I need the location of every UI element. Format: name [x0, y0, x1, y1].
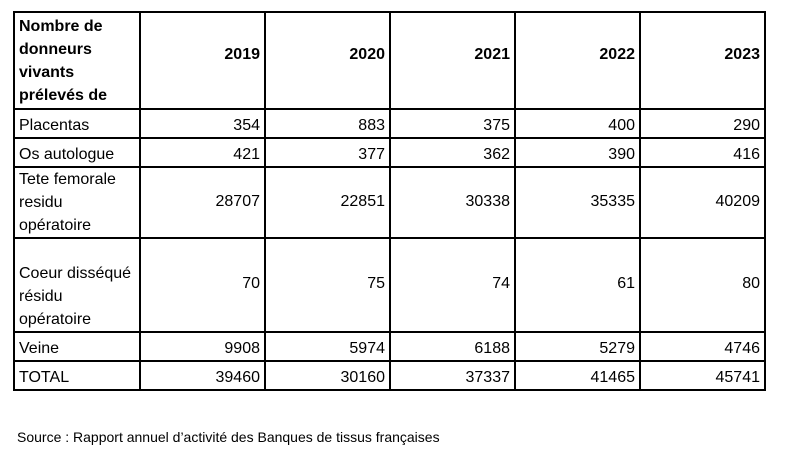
table-cell: 39460	[140, 361, 265, 390]
year-header: 2022	[515, 12, 640, 109]
table-row	[14, 109, 765, 138]
table-cell: 416	[640, 138, 765, 167]
table-cell: 6188	[390, 332, 515, 361]
table-row	[14, 138, 765, 167]
table-cell: 5279	[515, 332, 640, 361]
table-cell: 390	[515, 138, 640, 167]
table-cell: 80	[640, 238, 765, 332]
table-cell: 30338	[390, 167, 515, 238]
table-row	[14, 167, 765, 238]
table-cell: 74	[390, 238, 515, 332]
donor-table	[13, 11, 766, 391]
table-row	[14, 238, 765, 332]
table-cell: 28707	[140, 167, 265, 238]
table-cell: 37337	[390, 361, 515, 390]
table-cell: 375	[390, 109, 515, 138]
corner-header: Nombre de donneurs vivants prélevés de	[14, 12, 140, 109]
year-header: 2020	[265, 12, 390, 109]
row-label: Placentas	[14, 109, 140, 138]
table-cell: 9908	[140, 332, 265, 361]
year-header: 2019	[140, 12, 265, 109]
table-row	[14, 332, 765, 361]
year-header: 2021	[390, 12, 515, 109]
table-cell: 70	[140, 238, 265, 332]
row-label: Os autologue	[14, 138, 140, 167]
table-cell: 354	[140, 109, 265, 138]
table-cell: 377	[265, 138, 390, 167]
table-cell: 22851	[265, 167, 390, 238]
table-cell: 883	[265, 109, 390, 138]
table-cell: 290	[640, 109, 765, 138]
row-label: Coeur disséqué résidu opératoire	[14, 238, 140, 332]
row-label: Tete femorale residu opératoire	[14, 167, 140, 238]
table-cell: 45741	[640, 361, 765, 390]
table-cell: 35335	[515, 167, 640, 238]
source-note: Source : Rapport annuel d’activité des Banques de tissus françaises	[17, 429, 440, 445]
table-cell: 75	[265, 238, 390, 332]
row-label: TOTAL	[14, 361, 140, 390]
table-cell: 400	[515, 109, 640, 138]
table-cell: 421	[140, 138, 265, 167]
row-label: Veine	[14, 332, 140, 361]
table-cell: 40209	[640, 167, 765, 238]
table-cell: 41465	[515, 361, 640, 390]
table-cell: 4746	[640, 332, 765, 361]
year-header: 2023	[640, 12, 765, 109]
table-cell: 30160	[265, 361, 390, 390]
table-cell: 5974	[265, 332, 390, 361]
table-row-total	[14, 361, 765, 390]
table-cell: 362	[390, 138, 515, 167]
header-row	[14, 12, 765, 109]
table-cell: 61	[515, 238, 640, 332]
